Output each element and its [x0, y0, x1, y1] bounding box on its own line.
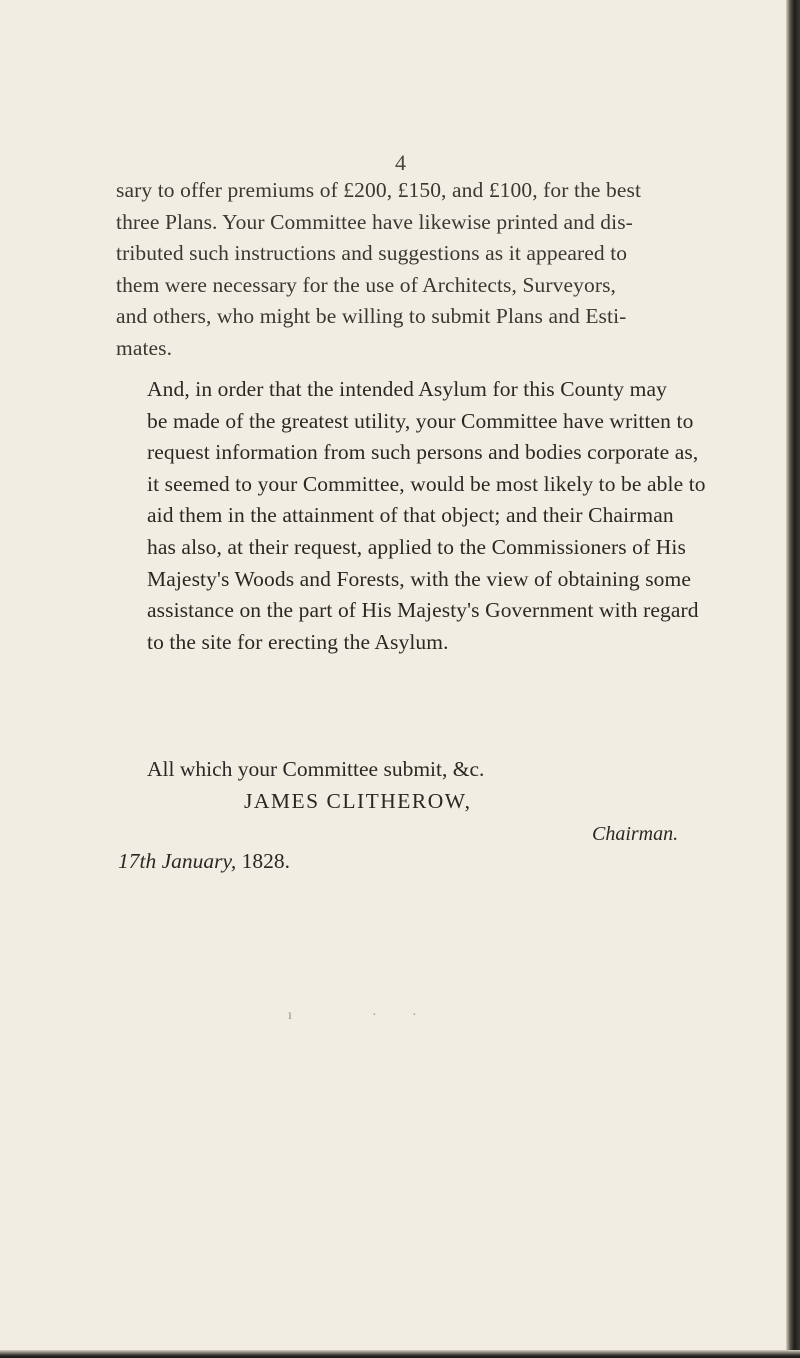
text-line: sary to offer premiums of £200, £150, and £100, for the best	[116, 178, 642, 202]
text-line: to the site for erecting the Asylum.	[147, 629, 449, 654]
text-line: aid them in the attainment of that object; and their Chairman	[147, 503, 674, 528]
text-line: them were necessary for the use of Architects, Surveyors,	[116, 272, 617, 297]
text-line: be made of the greatest utility, your Committee have written to	[147, 408, 694, 433]
text-line: it seemed to your Committee, would be most likely to be able to	[147, 471, 706, 496]
date-year: 1828.	[241, 849, 290, 873]
bottom-edge	[0, 1350, 800, 1358]
paragraph-premiums	[116, 175, 710, 365]
text-line: three Plans. Your Committee have likewise printed and dis-	[116, 209, 633, 234]
paper-speck: ·	[372, 1008, 377, 1023]
text-line: mates.	[116, 335, 173, 360]
signature-name: JAMES CLITHEROW,	[244, 789, 472, 813]
closing-line: All which your Committee submit, &c.	[147, 757, 485, 781]
paper-speck: ·	[412, 1008, 417, 1023]
text-line: request information from such persons and bodies corporate as,	[147, 440, 699, 465]
text-line: And, in order that the intended Asylum for this County may	[147, 377, 667, 401]
signature-title: Chairman.	[592, 823, 679, 845]
text-line: and others, who might be willing to submit Plans and Esti-	[116, 304, 627, 329]
text-line: assistance on the part of His Majesty's Government with regard	[147, 598, 699, 623]
text-line: Majesty's Woods and Forests, with the view of obtaining some	[147, 566, 692, 591]
text-line: tributed such instructions and suggestions as it appeared to	[116, 241, 628, 266]
text-line: has also, at their request, applied to the Commissioners of His	[147, 534, 686, 559]
date-day-month: 17th January,	[118, 849, 237, 873]
paragraph-asylum	[116, 374, 710, 658]
document-date	[118, 849, 290, 874]
page-number: 4	[395, 150, 406, 175]
binding-edge	[786, 0, 800, 1358]
paper-speck: ı	[288, 1008, 292, 1023]
